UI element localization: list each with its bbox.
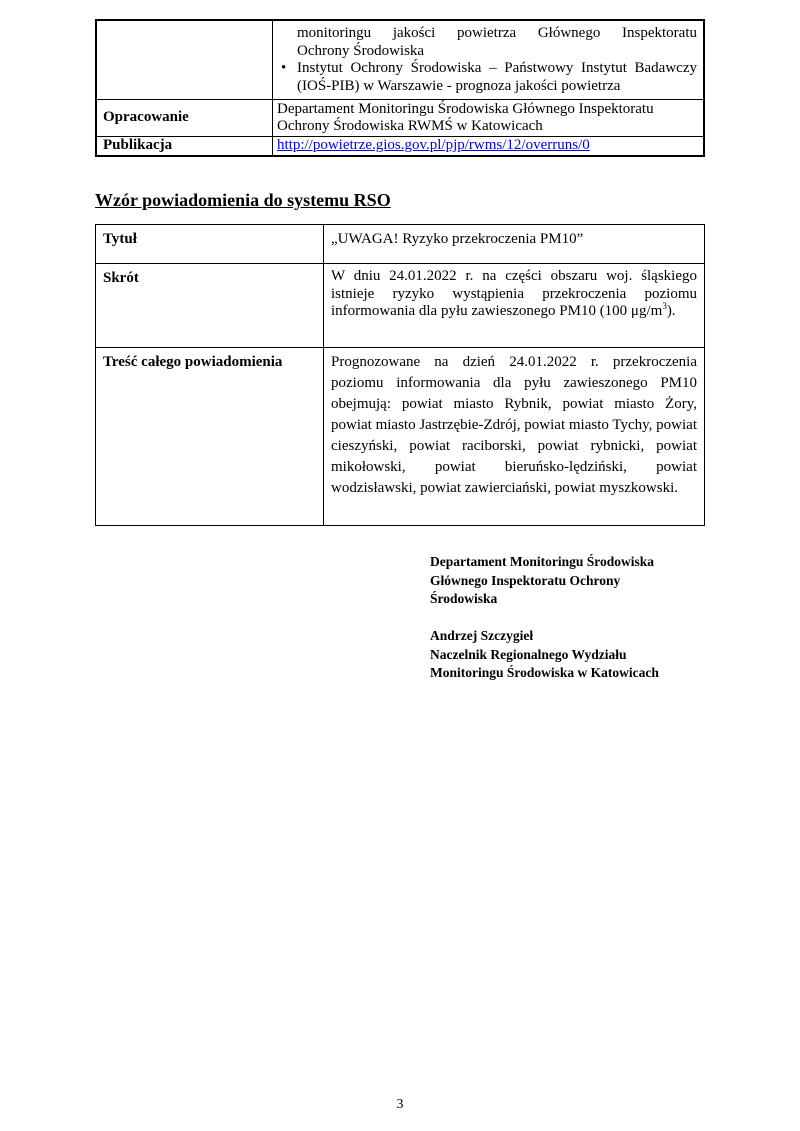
empty-label-cell	[96, 20, 273, 100]
skrot-text-end: ).	[666, 303, 676, 319]
source-list	[277, 60, 697, 95]
signature-title-line: Naczelnik Regionalnego Wydziału	[430, 646, 627, 662]
skrot-value	[324, 264, 705, 348]
signature-department	[430, 553, 654, 609]
page-number: 3	[396, 1097, 404, 1112]
opracowanie-value: Departament Monitoringu Środowiska Głównego Inspektoratu Ochrony Środowiska RWMŚ w Katowicach	[273, 100, 705, 137]
source-info-table	[95, 19, 705, 157]
signature-title-line: Monitoringu Środowiska w Katowicach	[430, 665, 659, 680]
publikacja-value	[273, 137, 705, 156]
signature-line: Środowiska	[430, 591, 498, 606]
rso-notification-table	[95, 224, 705, 526]
tytul-value: „UWAGA! Ryzyko przekroczenia PM10”	[324, 225, 705, 264]
list-item	[281, 60, 697, 95]
table-row	[96, 348, 705, 526]
source-continuation-line: monitoringu jakości powietrza Głównego Inspektoratu	[297, 25, 697, 41]
list-item-text: Instytut Ochrony Środowiska – Państwowy Instytut Badawczy (IOŚ-PIB) w Warszawie - prognoza jakości powietrza	[297, 60, 697, 94]
section-heading: Wzór powiadomienia do systemu RSO	[95, 190, 391, 210]
skrot-text: W dniu 24.01.2022 r. na części obszaru woj. śląskiego istnieje ryzyko wystąpienia przekroczenia poziomu informowania dla pyłu zawieszonego PM10 (100 μg/m	[331, 268, 697, 319]
table-row	[96, 225, 705, 264]
publication-link[interactable]: http://powietrze.gios.gov.pl/pjp/rwms/12/overruns/0	[277, 137, 590, 153]
tresc-label: Treść całego powiadomienia	[96, 348, 324, 526]
bullet-icon: •	[281, 60, 287, 76]
signature-person	[430, 627, 659, 683]
signature-line: Departament Monitoringu Środowiska	[430, 554, 655, 569]
source-list-cell	[273, 20, 705, 100]
skrot-label: Skrót	[96, 264, 324, 348]
skrot-superscript: 3	[662, 301, 667, 311]
source-continuation-line: Ochrony Środowiska	[297, 42, 425, 59]
tytul-label: Tytuł	[96, 225, 324, 264]
tresc-value: Prognozowane na dzień 24.01.2022 r. przekroczenia poziomu informowania dla pyłu zawieszonego PM10 obejmują: powiat miasto Rybnik, powiat miasto Żory, powiat miasto Jastrzębie-Zdrój, powiat miasto Tychy, powiat cieszyński, powiat raciborski, powiat rybnicki, powiat mikołowski, powiat bieruńsko-lędziński, powiat wodzisławski, powiat zawierciański, powiat myszkowski.	[324, 348, 705, 526]
opracowanie-label: Opracowanie	[96, 100, 273, 137]
table-row	[96, 264, 705, 348]
signature-line: Głównego Inspektoratu Ochrony	[430, 572, 621, 588]
publikacja-label: Publikacja	[96, 137, 273, 156]
signature-name: Andrzej Szczygieł	[430, 628, 534, 643]
